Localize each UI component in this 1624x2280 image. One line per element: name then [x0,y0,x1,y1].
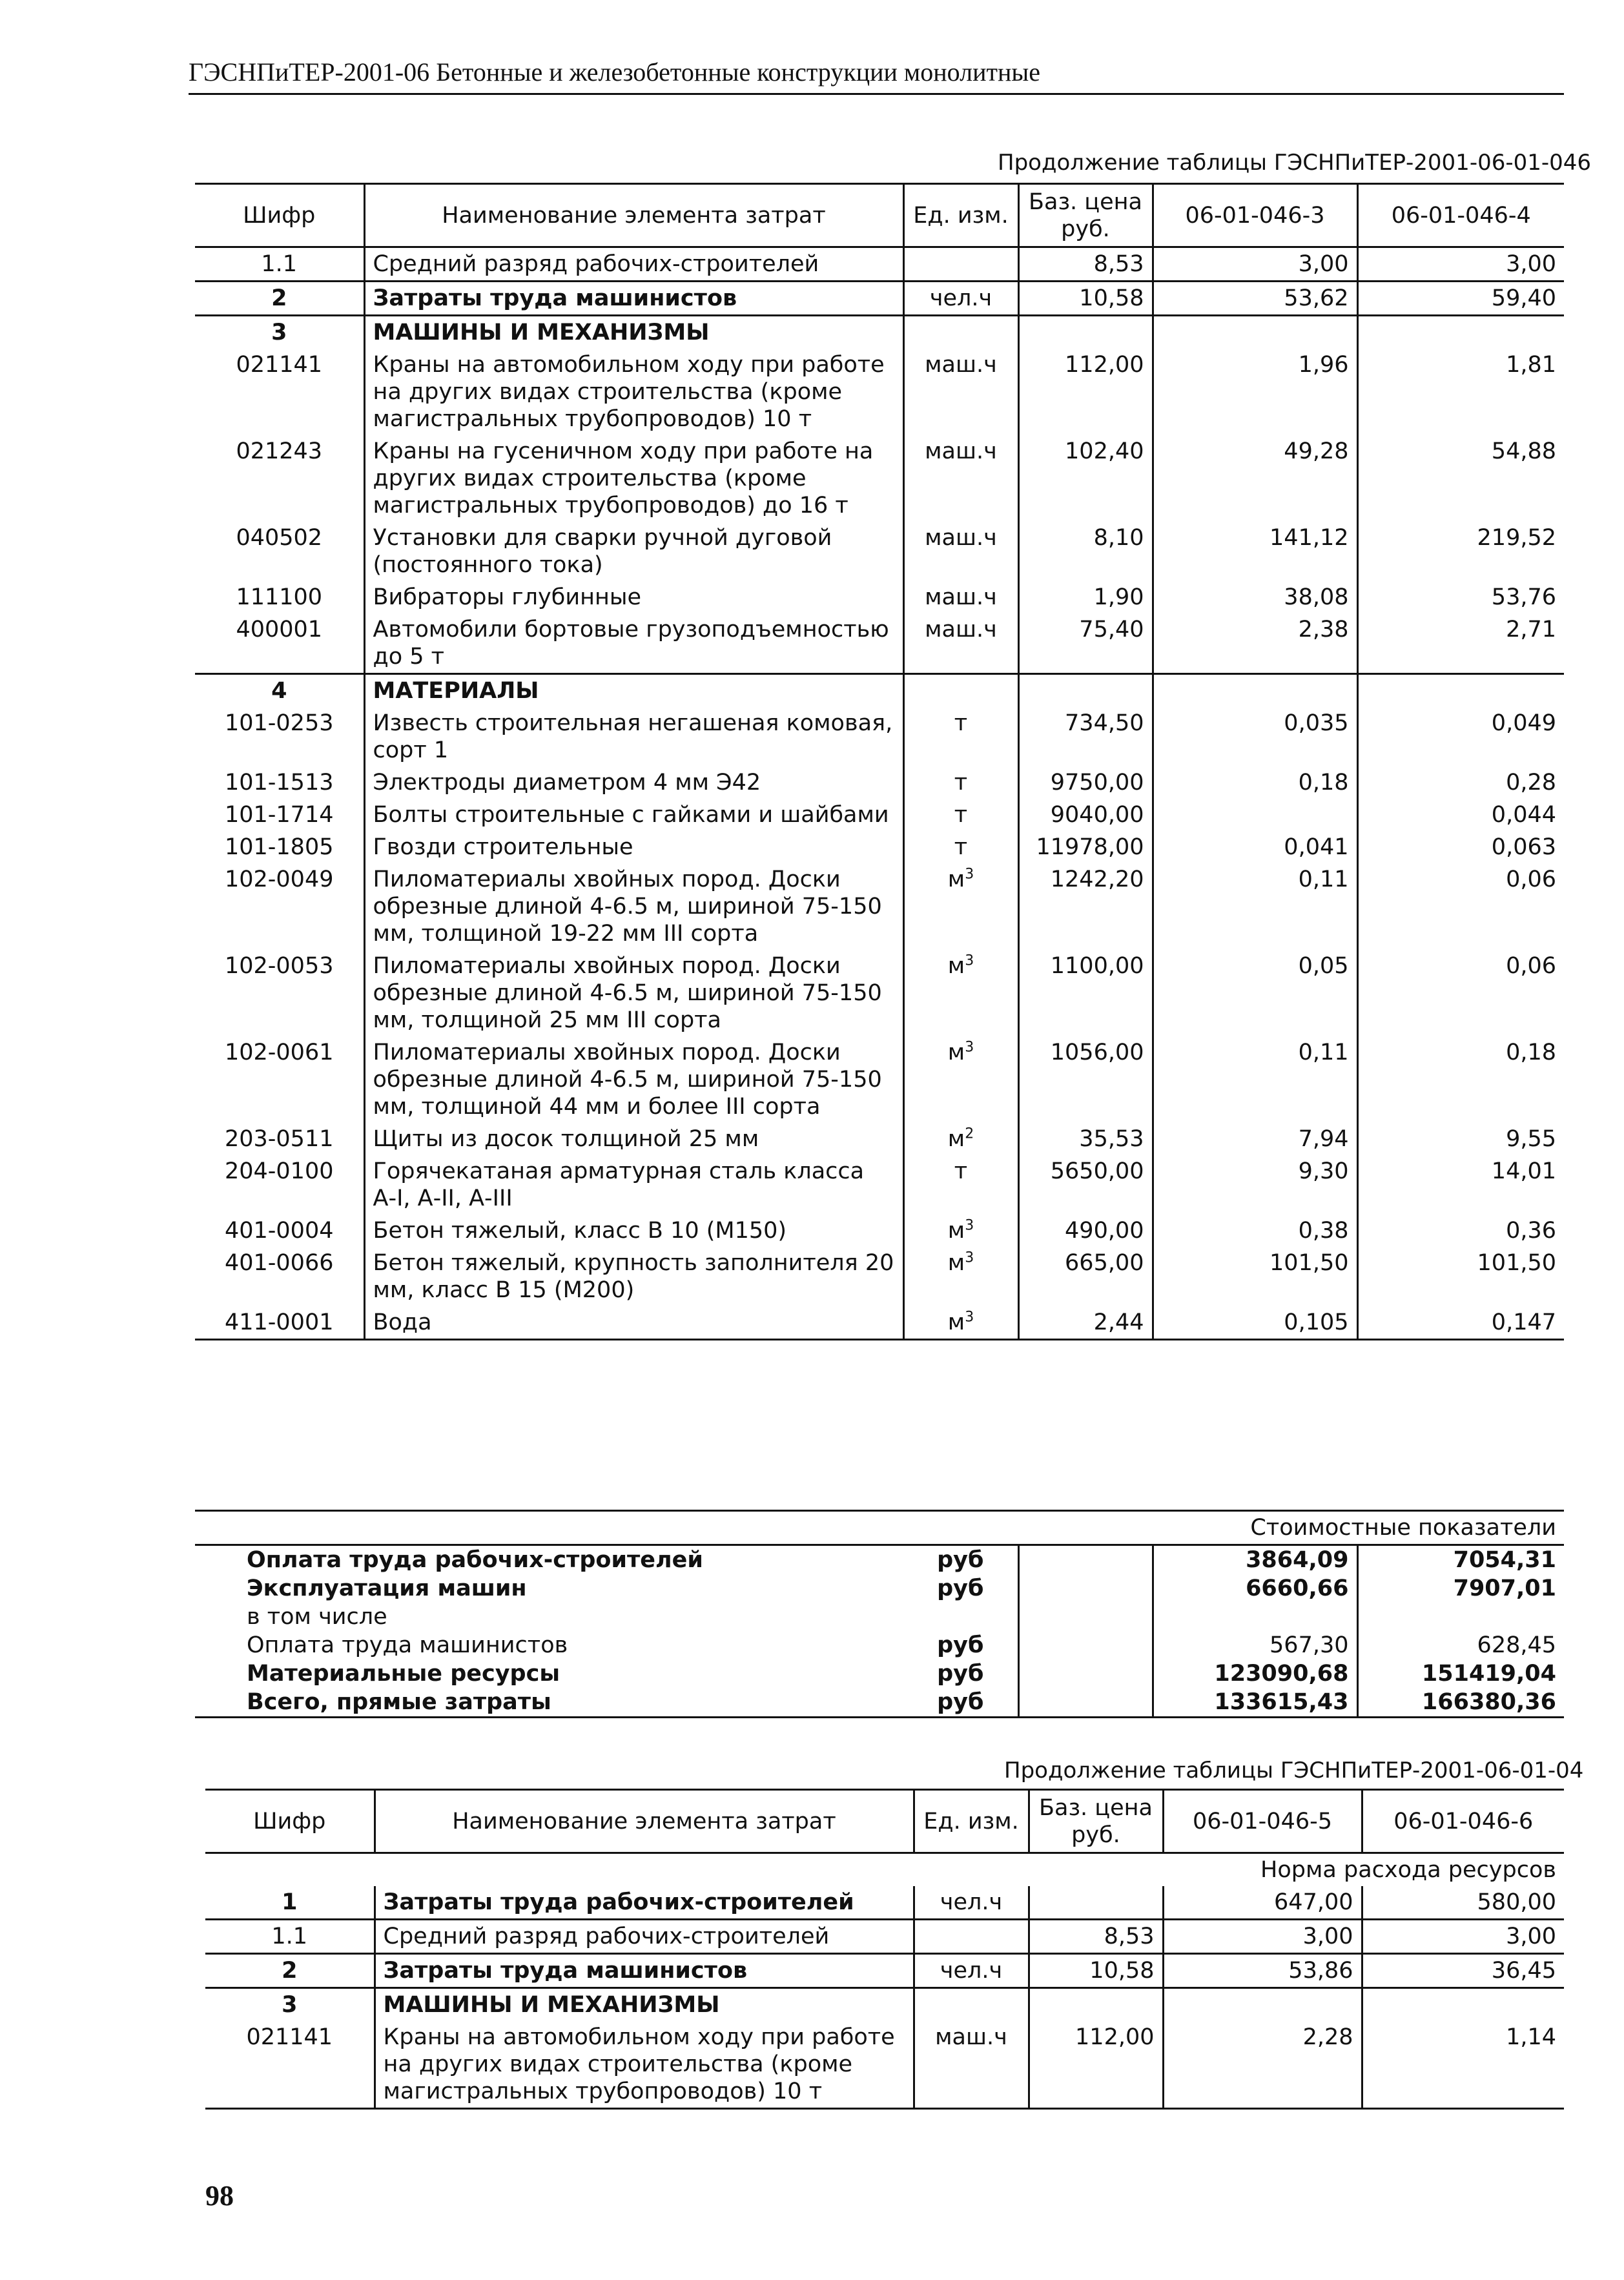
cost-label: в том числе [247,1604,387,1630]
unit-text: чел.ч [940,1889,1003,1915]
cell-name: Пиломатериалы хвойных пород. Доски обрезные длиной 4-6.5 м, шириной 75-150 мм, толщиной 25 мм III сорта [364,950,903,1036]
cell-name: Автомобили бортовые грузоподъемностью до 5 т [364,613,903,674]
cell-value-1: 53,62 [1153,282,1357,316]
cost-unit: руб [937,1632,984,1658]
cell-unit [903,863,1018,950]
cell-price: 112,00 [1018,349,1153,435]
cell-name: Горячекатаная арматурная сталь класса А-I, А-II, А-III [364,1155,903,1215]
table-row [195,1155,1564,1215]
header-unit: Ед. изм. [914,1790,1029,1853]
cell-name: Электроды диаметром 4 мм Э42 [364,766,903,799]
cost-spacer [1018,1631,1153,1659]
cost-unit: руб [937,1689,984,1715]
cell-name: МАТЕРИАЛЫ [364,674,903,708]
cell-price: 665,00 [1018,1247,1153,1306]
cell-price [1018,674,1153,708]
table1 [195,183,1564,1340]
cell-value-1 [1153,799,1357,831]
cost-value-1 [1153,1603,1357,1631]
header-col2: 06-01-046-4 [1357,184,1564,247]
cell-price: 10,58 [1029,1954,1163,1988]
table1-caption: Продолжение таблицы ГЭСНПиТЕР-2001-06-01-046 [998,150,1592,176]
header-price: Баз. цена руб. [1029,1790,1163,1853]
unit-text: маш.ч [925,584,997,610]
cell-unit [914,1920,1029,1954]
cell-price [1018,316,1153,349]
cost-value-2: 151419,04 [1357,1659,1564,1688]
running-header [189,54,1564,95]
header-code: Шифр [253,1808,326,1834]
cell-code: 2 [282,1958,298,1984]
cell-price: 5650,00 [1018,1155,1153,1215]
cell-value-1: 0,035 [1153,707,1357,766]
cost-unit: руб [937,1661,984,1687]
cell-value-2: 0,049 [1357,707,1564,766]
cost-value-2: 166380,36 [1357,1688,1564,1718]
cell-code: 3 [282,1992,298,2018]
cell-value-2: 0,06 [1357,863,1564,950]
table1-header-row [195,184,1564,247]
cell-unit [903,613,1018,674]
cell-name: Установки для сварки ручной дуговой (постоянного тока) [364,522,903,581]
table-row [195,1036,1564,1123]
header-code: Шифр [243,202,316,229]
cell-value-1 [1153,316,1357,349]
header-name: Наименование элемента затрат [364,184,903,247]
section-row [195,674,1564,708]
header-unit: Ед. изм. [903,184,1018,247]
cell-price: 11978,00 [1018,831,1153,863]
cell-value-2: 53,76 [1357,581,1564,613]
cell-value-1: 3,00 [1163,1920,1362,1954]
cell-code: 204-0100 [224,1158,334,1184]
cell-unit [903,349,1018,435]
cell-code: 102-0053 [224,953,334,979]
cell-unit [914,1988,1029,2022]
cell-value-1: 9,30 [1153,1155,1357,1215]
cost-row [195,1545,1564,1575]
cost-row [195,1659,1564,1688]
unit-text: м [947,867,965,892]
cell-code: 101-1714 [224,802,334,828]
unit-superscript: 3 [965,1217,974,1234]
cell-name: Гвозди строительные [364,831,903,863]
cell-unit [903,831,1018,863]
cell-value-1: 7,94 [1153,1123,1357,1155]
cell-price: 9040,00 [1018,799,1153,831]
cell-code: 040502 [236,525,323,551]
cell-value-1: 2,38 [1153,613,1357,674]
unit-superscript: 3 [965,1039,974,1056]
page-number: 98 [205,2180,234,2212]
cell-value-2 [1357,674,1564,708]
header-col1: 06-01-046-3 [1153,184,1357,247]
cell-value-1: 2,28 [1163,2021,1362,2109]
cell-value-1: 0,11 [1153,1036,1357,1123]
section-row [195,282,1564,316]
cost-value-1: 3864,09 [1153,1545,1357,1575]
section-row [195,316,1564,349]
cell-unit [903,1155,1018,1215]
cell-code: 401-0066 [224,1250,334,1276]
cost-spacer [1018,1688,1153,1718]
cost-row [195,1603,1564,1631]
unit-text: маш.ч [925,352,997,378]
cell-code: 411-0001 [224,1309,334,1335]
cell-value-2: 54,88 [1357,435,1564,522]
cost-header-row [195,1511,1564,1545]
cell-value-2: 9,55 [1357,1123,1564,1155]
cell-unit [914,2021,1029,2109]
table-row [195,435,1564,522]
unit-text: м [947,1309,965,1335]
table-row [195,1247,1564,1306]
cell-price: 35,53 [1018,1123,1153,1155]
unit-text: м [947,1250,965,1276]
table1-costs-body [195,1511,1564,1718]
unit-text: м [947,953,965,979]
cell-code: 111100 [236,584,323,610]
cost-value-2: 7907,01 [1357,1574,1564,1603]
cell-value-2: 0,18 [1357,1036,1564,1123]
cell-value-1: 0,041 [1153,831,1357,863]
cell-price [1029,1988,1163,2022]
cell-code: 101-0253 [224,710,334,736]
table-row [195,831,1564,863]
cell-value-2: 3,00 [1362,1920,1564,1954]
cell-value-2: 59,40 [1357,282,1564,316]
cost-value-1: 123090,68 [1153,1659,1357,1688]
cost-value-2 [1357,1603,1564,1631]
cell-unit [903,674,1018,708]
cell-value-2: 2,71 [1357,613,1564,674]
cell-value-2: 0,063 [1357,831,1564,863]
cell-value-1: 0,38 [1153,1215,1357,1247]
cell-price: 734,50 [1018,707,1153,766]
cell-code: 102-0061 [224,1040,334,1065]
cell-code: 400001 [236,617,323,642]
cost-row [195,1688,1564,1718]
unit-superscript: 2 [965,1125,974,1142]
cost-label: Материальные ресурсы [247,1661,560,1687]
cost-spacer [1018,1574,1153,1603]
cell-code: 101-1513 [224,770,334,796]
section-row [205,1988,1564,2022]
cell-code: 401-0004 [224,1218,334,1244]
unit-superscript: 3 [965,866,974,883]
cost-label: Эксплуатация машин [247,1576,527,1601]
cell-price: 1056,00 [1018,1036,1153,1123]
cell-name: Болты строительные с гайками и шайбами [364,799,903,831]
running-header-title: ГЭСНПиТЕР-2001-06 Бетонные и железобетонные конструкции монолитные [189,57,1041,87]
cell-price: 490,00 [1018,1215,1153,1247]
cell-code: 102-0049 [224,867,334,892]
cell-name: МАШИНЫ И МЕХАНИЗМЫ [375,1988,914,2022]
cell-name: Средний разряд рабочих-строителей [364,247,903,282]
cell-name: Затраты труда рабочих-строителей [375,1886,914,1920]
unit-text: т [954,834,968,860]
cost-spacer [1018,1659,1153,1688]
unit-text: т [954,710,968,736]
cell-value-1: 0,11 [1153,863,1357,950]
cost-unit [903,1603,1018,1631]
cost-unit: руб [937,1576,984,1601]
cell-value-2: 0,044 [1357,799,1564,831]
cell-value-2: 36,45 [1362,1954,1564,1988]
cell-value-2: 0,06 [1357,950,1564,1036]
unit-text: чел.ч [929,285,992,311]
cost-unit: руб [937,1547,984,1573]
unit-text: чел.ч [940,1958,1003,1984]
unit-text: м [947,1218,965,1244]
table-row [195,799,1564,831]
cell-value-1: 38,08 [1153,581,1357,613]
cell-price: 2,44 [1018,1306,1153,1340]
cell-name: Средний разряд рабочих-строителей [375,1920,914,1954]
cell-value-2: 0,147 [1357,1306,1564,1340]
cell-code: 2 [271,285,287,311]
unit-superscript: 3 [965,1309,974,1326]
cell-name: Краны на автомобильном ходу при работе на других видах строительства (кроме магистральных трубопроводов) 10 т [375,2021,914,2109]
cell-unit [903,282,1018,316]
unit-superscript: 3 [965,1249,974,1266]
table-row [205,1920,1564,1954]
cell-unit [903,435,1018,522]
cell-value-1: 1,96 [1153,349,1357,435]
cell-name: Бетон тяжелый, класс В 10 (М150) [364,1215,903,1247]
cell-name: Щиты из досок толщиной 25 мм [364,1123,903,1155]
cell-value-1: 0,05 [1153,950,1357,1036]
table-row [195,522,1564,581]
table2-body [205,1790,1564,2109]
cell-code: 1.1 [261,251,298,277]
norm-header: Норма расхода ресурсов [1260,1857,1556,1883]
cell-name: Бетон тяжелый, крупность заполнителя 20 мм, класс В 15 (М200) [364,1247,903,1306]
table-row [195,349,1564,435]
cell-code: 4 [271,678,287,704]
table2 [205,1789,1564,2110]
cost-label: Оплата труда рабочих-строителей [247,1547,703,1573]
unit-text: маш.ч [925,438,997,464]
cost-value-2: 7054,31 [1357,1545,1564,1575]
cell-value-1: 647,00 [1163,1886,1362,1920]
cell-value-2: 0,28 [1357,766,1564,799]
cell-unit [903,950,1018,1036]
cell-value-2: 1,14 [1362,2021,1564,2109]
cell-name: Вода [364,1306,903,1340]
cost-value-2: 628,45 [1357,1631,1564,1659]
table-row [195,613,1564,674]
cell-value-2: 0,36 [1357,1215,1564,1247]
cell-price: 75,40 [1018,613,1153,674]
cell-price: 8,10 [1018,522,1153,581]
cost-value-1: 133615,43 [1153,1688,1357,1718]
cell-unit [903,1123,1018,1155]
cell-value-2: 101,50 [1357,1247,1564,1306]
cell-name: Пиломатериалы хвойных пород. Доски обрезные длиной 4-6.5 м, шириной 75-150 мм, толщиной 44 мм и более III сорта [364,1036,903,1123]
cell-price: 8,53 [1018,247,1153,282]
cell-value-2: 3,00 [1357,247,1564,282]
cell-name: Вибраторы глубинные [364,581,903,613]
header-price: Баз. цена руб. [1018,184,1153,247]
cell-name: Известь строительная негашеная комовая, сорт 1 [364,707,903,766]
cell-name: Краны на автомобильном ходу при работе на других видах строительства (кроме магистральных трубопроводов) 10 т [364,349,903,435]
cell-price: 10,58 [1018,282,1153,316]
cell-value-1: 101,50 [1153,1247,1357,1306]
table2-header-row [205,1790,1564,1853]
cell-unit [914,1954,1029,1988]
table-row [195,581,1564,613]
cell-value-1: 141,12 [1153,522,1357,581]
table-row [195,950,1564,1036]
unit-superscript: 3 [965,952,974,969]
cell-price: 102,40 [1018,435,1153,522]
cell-unit [903,522,1018,581]
cell-value-1: 3,00 [1153,247,1357,282]
table-row [195,1306,1564,1340]
table1-body [195,184,1564,1340]
section-row [205,1954,1564,1988]
cell-name: Затраты труда машинистов [364,282,903,316]
cell-value-2 [1362,1988,1564,2022]
unit-text: м [947,1040,965,1065]
unit-text: т [954,1158,968,1184]
cell-value-1 [1153,674,1357,708]
section-row [205,1886,1564,1920]
cell-value-2: 14,01 [1357,1155,1564,1215]
cell-value-1: 49,28 [1153,435,1357,522]
header-col2: 06-01-046-6 [1362,1790,1564,1853]
cell-unit [903,1306,1018,1340]
cell-value-1: 0,18 [1153,766,1357,799]
unit-text: т [954,770,968,796]
cost-label: Всего, прямые затраты [247,1689,551,1715]
table-row [195,247,1564,282]
cell-unit [903,581,1018,613]
cell-unit [903,316,1018,349]
header-name: Наименование элемента затрат [375,1790,914,1853]
cost-row [195,1631,1564,1659]
cell-code: 3 [271,320,287,345]
cost-value-1: 567,30 [1153,1631,1357,1659]
cell-unit [903,1036,1018,1123]
table-row [205,2021,1564,2109]
table2-caption: Продолжение таблицы ГЭСНПиТЕР-2001-06-01-04 [1004,1758,1584,1783]
cell-price: 8,53 [1029,1920,1163,1954]
cell-value-2: 1,81 [1357,349,1564,435]
cell-price: 1100,00 [1018,950,1153,1036]
table-row [195,707,1564,766]
cell-value-1: 53,86 [1163,1954,1362,1988]
cell-name: Затраты труда машинистов [375,1954,914,1988]
unit-text: маш.ч [925,525,997,551]
cell-unit [903,1215,1018,1247]
cost-value-1: 6660,66 [1153,1574,1357,1603]
cell-code: 021141 [246,2024,333,2050]
cell-unit [903,766,1018,799]
cell-name: Пиломатериалы хвойных пород. Доски обрезные длиной 4-6.5 м, шириной 75-150 мм, толщиной 19-22 мм III сорта [364,863,903,950]
cost-row [195,1574,1564,1603]
cell-price: 1242,20 [1018,863,1153,950]
cost-header: Стоимостные показатели [1250,1515,1557,1541]
table-row [195,1215,1564,1247]
norm-header-row [205,1853,1564,1887]
cell-code: 1.1 [271,1924,308,1949]
cell-code: 1 [282,1889,298,1915]
cell-price: 9750,00 [1018,766,1153,799]
header-col1: 06-01-046-5 [1163,1790,1362,1853]
cell-unit [914,1886,1029,1920]
cost-label: Оплата труда машинистов [247,1632,568,1658]
cell-name: МАШИНЫ И МЕХАНИЗМЫ [364,316,903,349]
unit-text: м [947,1126,965,1152]
cost-spacer [1018,1603,1153,1631]
cell-price: 112,00 [1029,2021,1163,2109]
cell-unit [903,707,1018,766]
cost-spacer [1018,1545,1153,1575]
cell-value-2: 219,52 [1357,522,1564,581]
cell-name: Краны на гусеничном ходу при работе на других видах строительства (кроме магистральных трубопроводов) до 16 т [364,435,903,522]
table-row [195,766,1564,799]
cell-value-1 [1163,1988,1362,2022]
cell-value-1: 0,105 [1153,1306,1357,1340]
cell-unit [903,247,1018,282]
cell-value-2: 580,00 [1362,1886,1564,1920]
unit-text: т [954,802,968,828]
cell-code: 101-1805 [224,834,334,860]
cell-unit [903,799,1018,831]
cell-code: 021141 [236,352,323,378]
cell-unit [903,1247,1018,1306]
cell-code: 021243 [236,438,323,464]
table-row [195,1123,1564,1155]
cell-value-2 [1357,316,1564,349]
unit-text: маш.ч [935,2024,1007,2050]
cell-price: 1,90 [1018,581,1153,613]
cell-code: 203-0511 [224,1126,334,1152]
cell-price [1029,1886,1163,1920]
unit-text: маш.ч [925,617,997,642]
table1-costs [195,1510,1564,1718]
table-row [195,863,1564,950]
